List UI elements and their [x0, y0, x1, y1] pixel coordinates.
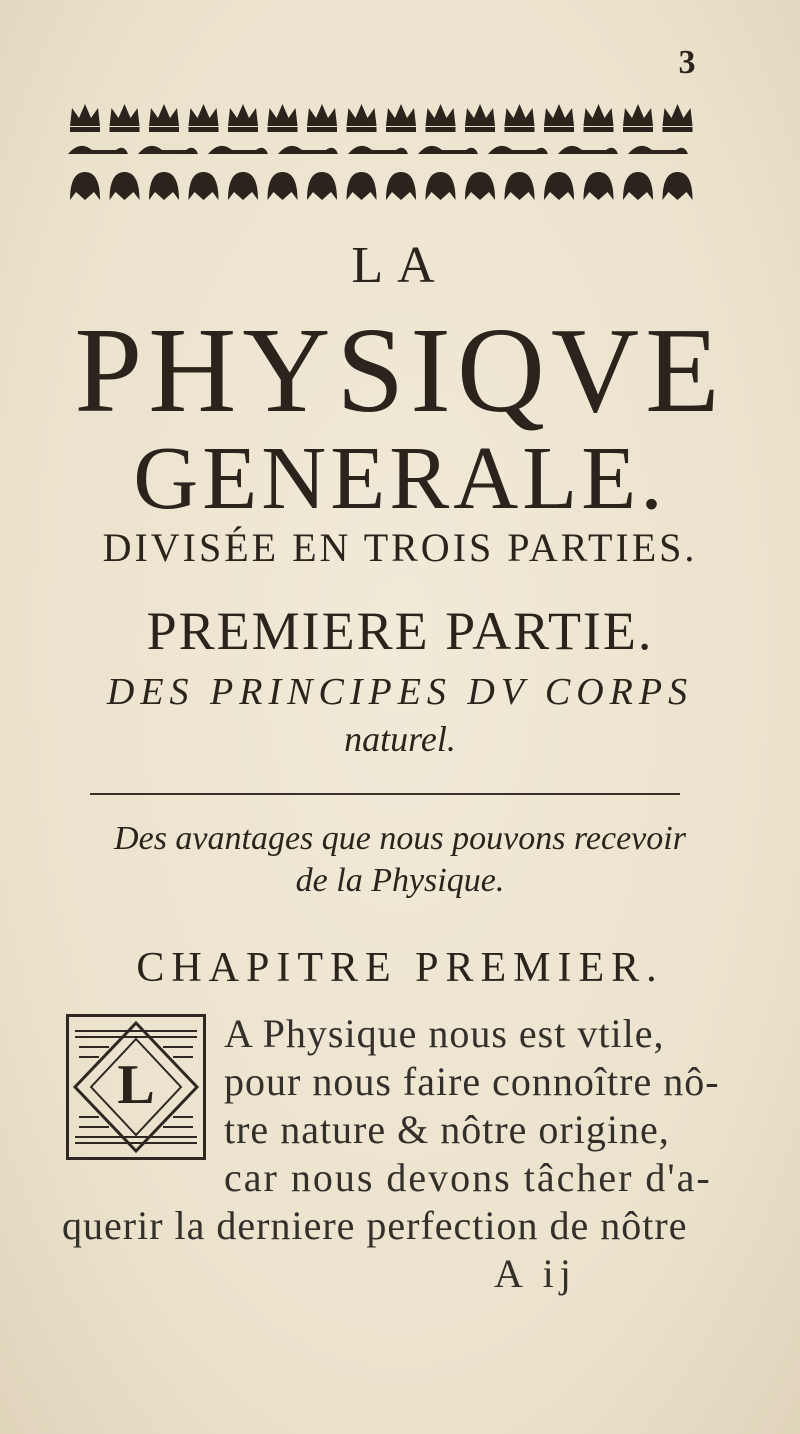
crown-icon [584, 104, 614, 132]
principles-heading-cont: naturel. [344, 719, 456, 759]
crown-icon [110, 104, 140, 132]
fleuron-icon [307, 172, 337, 200]
fleuron-icon [505, 172, 535, 200]
drop-cap-letter: L [117, 1054, 155, 1116]
chapter-heading: CHAPITRE PREMIER. [136, 945, 664, 991]
scroll-band-icon [628, 146, 688, 154]
title-divided: DIVISÉE EN TROIS PARTIES. [102, 525, 698, 570]
crown-icon [268, 104, 298, 132]
fleuron-icon-row [70, 172, 693, 200]
fleuron-icon [426, 172, 456, 200]
title-article: LA [351, 237, 449, 294]
crown-icon [307, 104, 337, 132]
body-text-line: A Physique nous est vtile, [224, 1011, 665, 1056]
fleuron-icon [663, 172, 693, 200]
fleuron-icon [228, 172, 258, 200]
fleuron-icon [70, 172, 100, 200]
scroll-band-icon [278, 146, 338, 154]
crown-icon [465, 104, 495, 132]
body-text-line: car nous devons tâcher d'a- [224, 1155, 712, 1200]
catchword: A ij [494, 1251, 577, 1296]
scroll-band-icon [558, 146, 618, 154]
body-text-line: pour nous faire connoître nô- [224, 1059, 720, 1104]
section-heading-line2: de la Physique. [295, 862, 505, 899]
scroll-band-icon [68, 146, 128, 154]
principles-heading: DES PRINCIPES DV CORPS [106, 671, 694, 713]
divider-rule [90, 793, 680, 795]
scroll-band-icon [208, 146, 268, 154]
fleuron-icon [149, 172, 179, 200]
crown-icon [505, 104, 535, 132]
fleuron-icon [110, 172, 140, 200]
crown-icon [623, 104, 653, 132]
page-number: 3 [678, 44, 696, 81]
fleuron-icon [268, 172, 298, 200]
headpiece-ornament [66, 96, 702, 208]
scroll-band-icon-row [68, 146, 688, 154]
body-text-line: querir la derniere perfection de nôtre [62, 1203, 688, 1248]
fleuron-icon [584, 172, 614, 200]
drop-cap-initial [66, 1014, 206, 1160]
fleuron-icon [189, 172, 219, 200]
title-main: PHYSIQVE [74, 303, 726, 438]
fleuron-icon [544, 172, 574, 200]
title-sub: GENERALE. [133, 429, 667, 528]
crown-icon [663, 104, 693, 132]
section-heading-line1: Des avantages que nous pouvons recevoir [114, 820, 686, 857]
crown-icon [70, 104, 100, 132]
crown-icon [347, 104, 377, 132]
fleuron-icon [347, 172, 377, 200]
fleuron-icon [386, 172, 416, 200]
crown-icon [386, 104, 416, 132]
crown-icon-row [70, 104, 693, 132]
scroll-band-icon [418, 146, 478, 154]
scroll-band-icon [348, 146, 408, 154]
fleuron-icon [623, 172, 653, 200]
crown-icon [426, 104, 456, 132]
scroll-band-icon [138, 146, 198, 154]
crown-icon [149, 104, 179, 132]
crown-icon [189, 104, 219, 132]
body-text-line: tre nature & nôtre origine, [224, 1107, 670, 1152]
crown-icon [544, 104, 574, 132]
fleuron-icon [465, 172, 495, 200]
part-heading: PREMIERE PARTIE. [146, 601, 654, 661]
scroll-band-icon [488, 146, 548, 154]
crown-icon [228, 104, 258, 132]
